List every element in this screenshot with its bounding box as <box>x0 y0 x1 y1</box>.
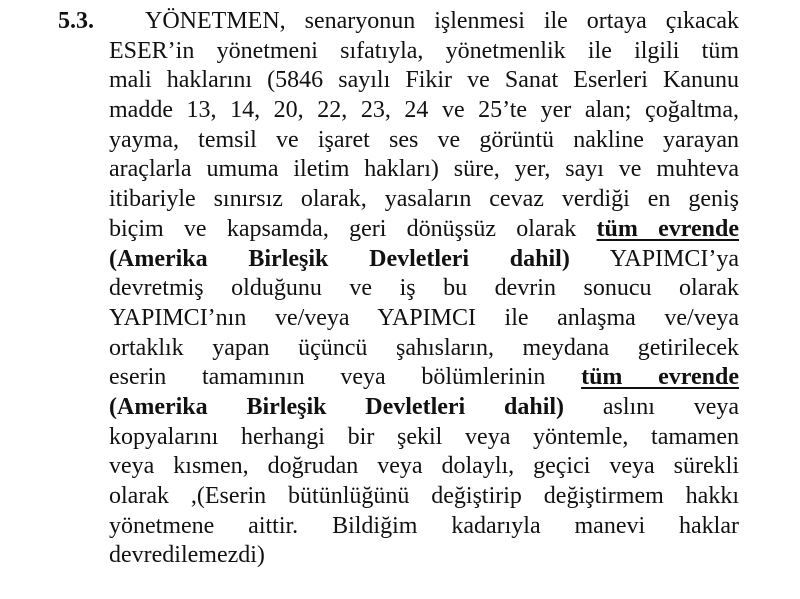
clause-line: kopyalarını herhangi bir şekil veya yöntemle, tamamen <box>109 423 739 450</box>
clause-line: madde 13, 14, 20, 22, 23, 24 ve 25’te yer alan; çoğaltma, <box>109 97 739 124</box>
clause-line: itibariyle sınırsız olarak, yasaların cevaz verdiği en geniş <box>109 186 739 213</box>
clause-line: devretmiş olduğunu ve iş bu devrin sonucu olarak <box>109 275 739 302</box>
clause-text: eserin tamamının veya bölümlerinin <box>109 364 546 391</box>
clause-line: devredilemezdi) <box>109 542 265 569</box>
emphasis-usa-included: (Amerika Birleşik Devletleri dahil) <box>109 393 565 420</box>
clause-line: ortaklık yapan üçüncü şahısların, meydana getirilecek <box>109 334 739 361</box>
clause-line <box>109 245 739 275</box>
clause-text: aslını veya <box>602 393 740 420</box>
clause-line: YAPIMCI’nın ve/veya YAPIMCI ile anlaşma ve/veya <box>109 304 739 331</box>
clause-line: YÖNETMEN, senaryonun işlenmesi ile ortaya çıkacak <box>145 8 739 34</box>
clause-line <box>109 363 739 393</box>
clause-text: YAPIMCI’ya <box>609 245 740 272</box>
clause-text: biçim ve kapsamda, geri dönüşsüz olarak <box>109 215 577 242</box>
clause-line <box>109 393 739 423</box>
clause-line: veya kısmen, doğrudan veya dolaylı, geçici veya sürekli <box>109 453 739 480</box>
clause-line <box>109 215 739 245</box>
clause-line: araçlarla umuma iletim hakları) süre, yer, sayı ve muhteva <box>109 156 739 183</box>
clause-line: yayma, temsil ve işaret ses ve görüntü nakline yarayan <box>109 126 739 153</box>
clause-line: yönetmene aittir. Bildiğim kadarıyla manevi haklar <box>109 512 739 539</box>
clause-number: 5.3. <box>58 8 94 34</box>
emphasis-universe: tüm evrende <box>596 215 740 242</box>
clause-line: ESER’in yönetmeni sıfatıyla, yönetmenlik ile ilgili tüm <box>109 37 739 64</box>
clause-body <box>109 7 739 571</box>
emphasis-universe: tüm evrende <box>581 364 740 391</box>
emphasis-usa-included: (Amerika Birleşik Devletleri dahil) <box>109 245 570 272</box>
clause-line: olarak ,(Eserin bütünlüğünü değiştirip değiştirmem hakkı <box>109 483 739 509</box>
clause-line: mali haklarını (5846 sayılı Fikir ve Sanat Eserleri Kanunu <box>109 67 739 94</box>
